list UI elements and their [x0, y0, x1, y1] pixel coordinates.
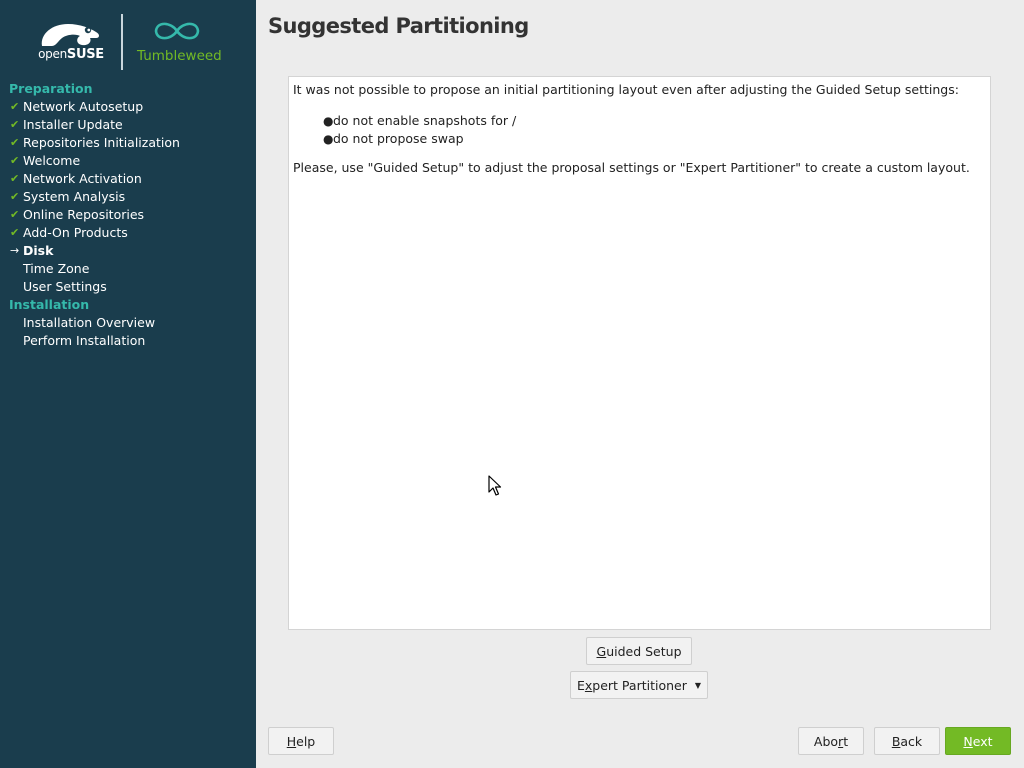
infinity-icon	[151, 18, 203, 44]
guided-setup-button[interactable]: Guided Setup	[586, 637, 692, 665]
sidebar-step-label: Perform Installation	[23, 333, 146, 348]
sidebar-step-installation-overview	[0, 314, 256, 332]
sidebar-step-perform-installation	[0, 332, 256, 350]
caret-down-icon: ▼	[694, 680, 702, 690]
sidebar-step-time-zone	[0, 260, 256, 278]
sidebar-step-welcome	[0, 152, 256, 170]
check-icon: ✔	[10, 100, 20, 113]
sidebar-step-label: Welcome	[23, 153, 81, 168]
message-panel	[288, 76, 991, 630]
sidebar-step-label: Disk	[23, 243, 54, 258]
tumbleweed-wordmark: Tumbleweed	[137, 48, 222, 64]
sidebar-step-label: Add-On Products	[23, 225, 128, 240]
message-intro: It was not possible to propose an initial partitioning layout even after adjusting the Guided Setup settings:	[293, 82, 959, 97]
sidebar-step-installer-update	[0, 116, 256, 134]
list-item: ● do not enable snapshots for /	[323, 113, 517, 128]
expert-partitioner-button[interactable]: Expert Partitioner ▼	[570, 671, 708, 699]
next-button[interactable]: Next	[945, 727, 1011, 755]
sidebar-step-user-settings	[0, 278, 256, 296]
sidebar-step-label: Network Autosetup	[23, 99, 144, 114]
bullet-list	[323, 112, 516, 148]
opensuse-logo	[34, 18, 106, 64]
sidebar-step-network-activation	[0, 170, 256, 188]
section-title-preparation: Preparation	[9, 81, 93, 96]
bullet-icon: ●	[323, 132, 334, 146]
check-icon: ✔	[10, 190, 20, 203]
opensuse-wordmark: openSUSE	[38, 47, 104, 62]
sidebar-step-label: System Analysis	[23, 189, 126, 204]
sidebar-step-label: Installer Update	[23, 117, 123, 132]
section-title-installation: Installation	[9, 297, 90, 312]
sidebar-step-label: Network Activation	[23, 171, 142, 186]
sidebar-step-system-analysis	[0, 188, 256, 206]
page-title: Suggested Partitioning	[268, 14, 529, 38]
sidebar-step-label: Repositories Initialization	[23, 135, 180, 150]
logo-area	[0, 0, 256, 80]
abort-button[interactable]: Abort	[798, 727, 864, 755]
back-button[interactable]: Back	[874, 727, 940, 755]
check-icon: ✔	[10, 226, 20, 239]
tumbleweed-logo	[134, 18, 224, 68]
sidebar-step-repositories-initialization	[0, 134, 256, 152]
sidebar-step-label: User Settings	[23, 279, 107, 294]
arrow-right-icon: →	[10, 244, 20, 257]
sidebar	[0, 0, 256, 768]
chameleon-icon	[38, 18, 102, 48]
installation-steps	[0, 80, 256, 350]
check-icon: ✔	[10, 118, 20, 131]
sidebar-step-label: Time Zone	[23, 261, 90, 276]
check-icon: ✔	[10, 136, 20, 149]
check-icon: ✔	[10, 172, 20, 185]
sidebar-step-add-on-products	[0, 224, 256, 242]
check-icon: ✔	[10, 154, 20, 167]
sidebar-step-online-repositories	[0, 206, 256, 224]
list-item: ● do not propose swap	[323, 131, 464, 146]
check-icon: ✔	[10, 208, 20, 221]
message-instructions: Please, use "Guided Setup" to adjust the proposal settings or "Expert Partitioner" to create a custom layout.	[293, 160, 970, 175]
help-button[interactable]: Help	[268, 727, 334, 755]
sidebar-step-network-autosetup	[0, 98, 256, 116]
sidebar-step-label: Online Repositories	[23, 207, 145, 222]
logo-divider	[121, 14, 123, 70]
sidebar-step-disk	[0, 242, 256, 260]
bullet-icon: ●	[323, 114, 334, 128]
sidebar-step-label: Installation Overview	[23, 315, 156, 330]
mouse-pointer-icon	[488, 475, 502, 500]
